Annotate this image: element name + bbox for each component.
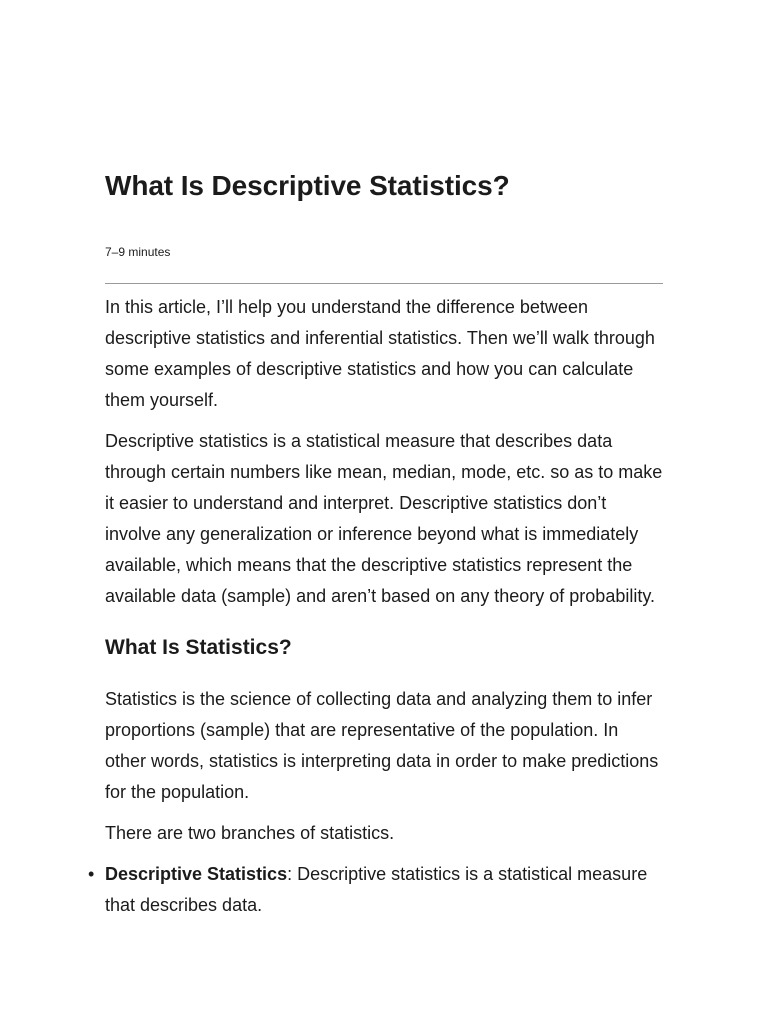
article-title: What Is Descriptive Statistics? <box>105 170 510 201</box>
article-body <box>88 292 663 921</box>
section-heading: What Is Statistics? <box>105 636 292 659</box>
branches-list <box>88 859 663 921</box>
list-item <box>88 859 663 921</box>
intro-paragraph: In this article, I’ll help you understand the difference between descriptive statistics and inferential statistics. Then we’ll walk through some examples of descriptive statistics and how you can calculate them yourself. <box>105 297 655 410</box>
definition-paragraph: Descriptive statistics is a statistical measure that describes data through certain numbers like mean, median, mode, etc. so as to make it easier to understand and interpret. Descriptive statistics don’t involve any generalization or inference beyond what is immediately available, which means that the descriptive statistics represent the available data (sample) and aren’t based on any theory of probability. <box>105 431 663 606</box>
list-item-term: Descriptive Statistics <box>105 864 288 884</box>
list-item-description: : Descriptive statistics is a statistical measure that describes data. <box>105 864 648 915</box>
divider <box>105 283 663 284</box>
reading-time: 7–9 minutes <box>105 245 171 259</box>
bullet-icon: • <box>88 864 95 884</box>
statistics-paragraph: Statistics is the science of collecting data and analyzing them to infer proportions (sample) that are representative of the population. In other words, statistics is interpreting data in order to make predictions for the population. <box>105 689 659 802</box>
article <box>88 160 663 921</box>
branches-paragraph: There are two branches of statistics. <box>105 823 395 843</box>
